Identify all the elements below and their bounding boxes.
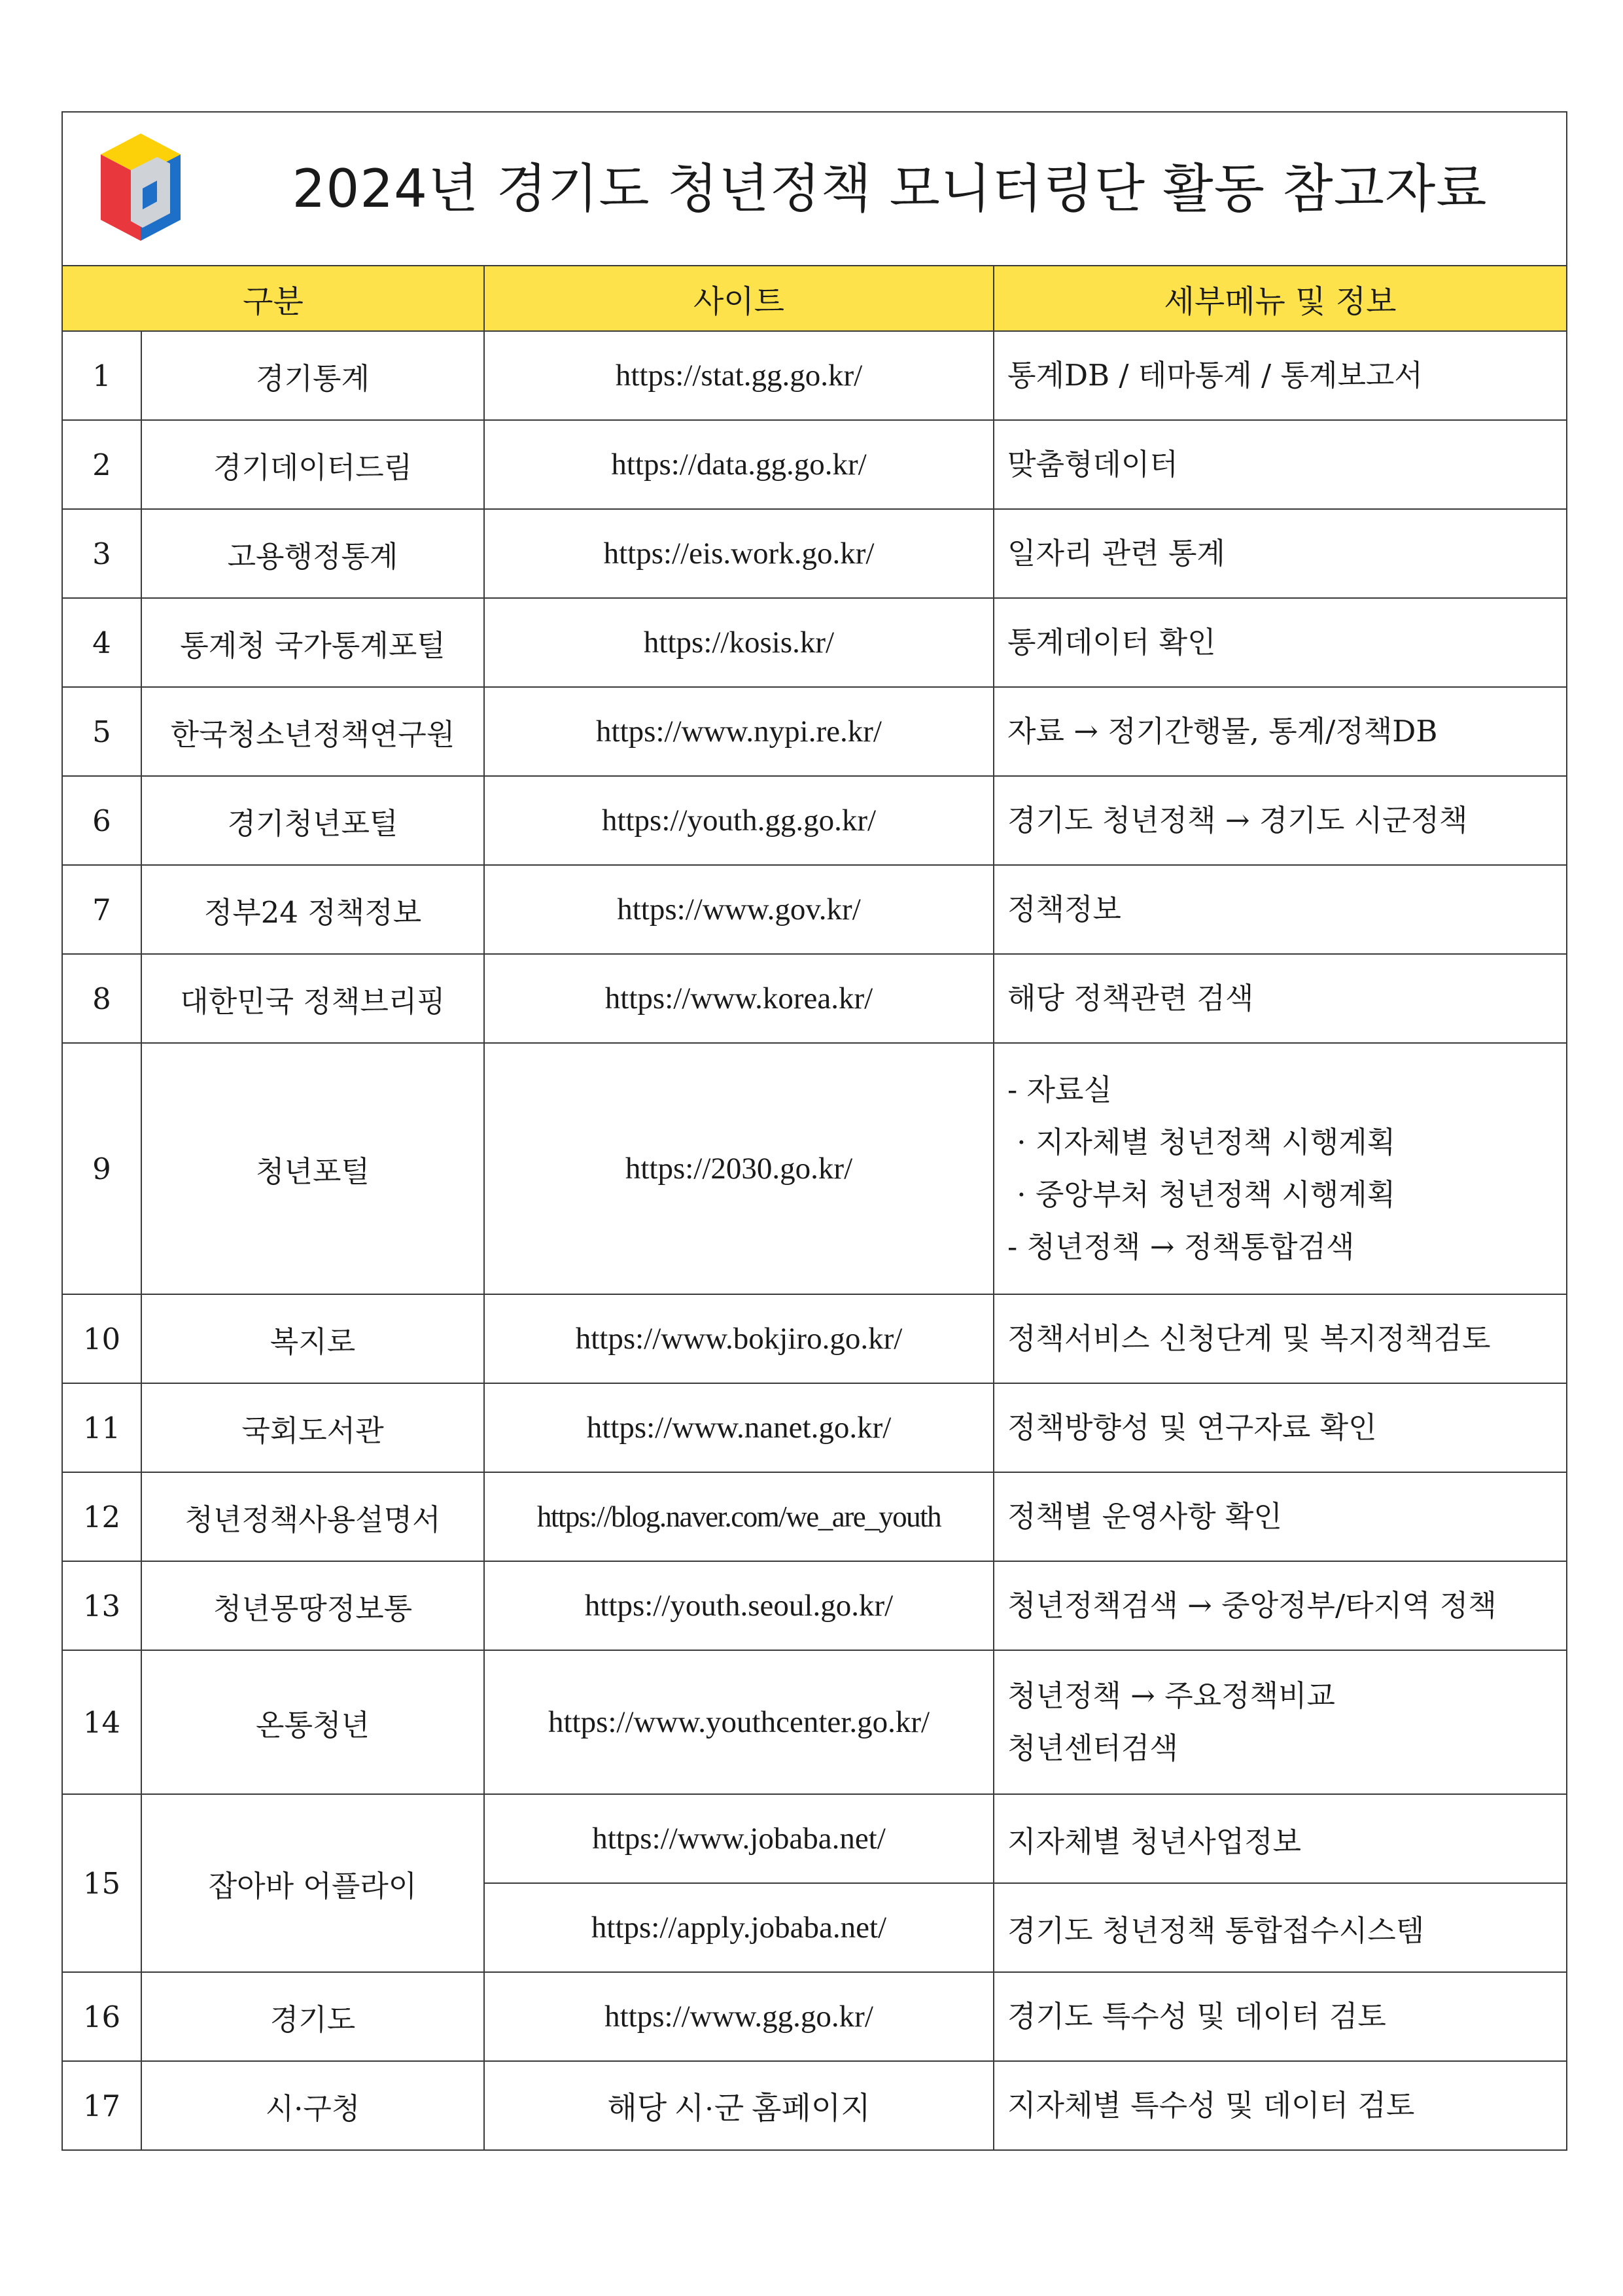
info-line: - 청년정책 → 정책통합검색 [1007, 1229, 1355, 1264]
row-name: 고용행정통계 [141, 509, 484, 598]
site-text: 해당 시·군 홈페이지 [484, 2061, 994, 2150]
row-name: 온통청년 [141, 1650, 484, 1794]
row-number: 7 [62, 865, 141, 954]
site-link[interactable]: https://www.youthcenter.go.kr/ [484, 1650, 994, 1794]
site-link[interactable]: https://apply.jobaba.net/ [484, 1883, 994, 1972]
row-number: 12 [62, 1472, 141, 1561]
table-row [62, 2061, 1567, 2150]
table-row [62, 509, 1567, 598]
header-site: 사이트 [484, 266, 994, 331]
header-category: 구분 [62, 266, 484, 331]
row-info [994, 1383, 1567, 1472]
reference-table [61, 111, 1567, 2151]
info-line: 정책서비스 신청단계 및 복지정책검토 [1007, 1321, 1491, 1356]
info-line: 청년정책검색 → 중앙정부/타지역 정책 [1007, 1588, 1497, 1623]
row-number: 9 [62, 1043, 141, 1294]
page-title: 2024년 경기도 청년정책 모니터링단 활동 참고자료 [292, 158, 1488, 219]
row-number: 3 [62, 509, 141, 598]
info-line: 정책방향성 및 연구자료 확인 [1007, 1410, 1377, 1445]
info-line: 해당 정책관련 검색 [1007, 981, 1254, 1016]
site-link[interactable]: https://eis.work.go.kr/ [484, 509, 994, 598]
table-row [62, 954, 1567, 1043]
row-number: 17 [62, 2061, 141, 2150]
table-row [62, 1561, 1567, 1650]
row-info [994, 1561, 1567, 1650]
site-link[interactable]: https://www.nypi.re.kr/ [484, 687, 994, 776]
site-link[interactable]: https://www.nanet.go.kr/ [484, 1383, 994, 1472]
row-info [994, 954, 1567, 1043]
row-number: 4 [62, 598, 141, 687]
site-link[interactable]: https://youth.seoul.go.kr/ [484, 1561, 994, 1650]
row-number: 2 [62, 420, 141, 509]
row-name: 통계청 국가통계포털 [141, 598, 484, 687]
site-link[interactable]: https://2030.go.kr/ [484, 1043, 994, 1294]
table-row [62, 776, 1567, 865]
info-line: 자료 → 정기간행물, 통계/정책DB [1007, 714, 1438, 749]
row-info: 경기도 청년정책 통합접수시스템 [994, 1883, 1567, 1972]
row-name: 청년정책사용설명서 [141, 1472, 484, 1561]
table-row [62, 420, 1567, 509]
header-detail: 세부메뉴 및 정보 [994, 266, 1567, 331]
row-number: 8 [62, 954, 141, 1043]
site-link[interactable]: https://www.bokjiro.go.kr/ [484, 1294, 994, 1383]
row-name: 경기청년포털 [141, 776, 484, 865]
table-row [62, 687, 1567, 776]
table-row [62, 598, 1567, 687]
table-row [62, 331, 1567, 420]
table-row [62, 1794, 1567, 1883]
row-number: 13 [62, 1561, 141, 1650]
info-line: 정책정보 [1007, 892, 1121, 927]
site-link[interactable]: https://kosis.kr/ [484, 598, 994, 687]
info-line: 일자리 관련 통계 [1007, 536, 1225, 571]
table-row [62, 1294, 1567, 1383]
row-info [994, 687, 1567, 776]
row-name: 잡아바 어플라이 [141, 1794, 484, 1972]
row-info [994, 2061, 1567, 2150]
row-info [994, 1650, 1567, 1794]
table-row [62, 1650, 1567, 1794]
row-info [994, 1294, 1567, 1383]
site-link[interactable]: https://www.gov.kr/ [484, 865, 994, 954]
row-info [994, 1043, 1567, 1294]
row-info [994, 331, 1567, 420]
info-line: 정책별 운영사항 확인 [1007, 1499, 1282, 1534]
row-name: 한국청소년정책연구원 [141, 687, 484, 776]
table-row [62, 1383, 1567, 1472]
row-info: 지자체별 청년사업정보 [994, 1794, 1567, 1883]
row-info [994, 776, 1567, 865]
row-info [994, 865, 1567, 954]
info-line: 청년센터검색 [1007, 1731, 1178, 1765]
row-name: 경기통계 [141, 331, 484, 420]
row-info [994, 1472, 1567, 1561]
row-info [994, 598, 1567, 687]
info-line: 경기도 청년정책 → 경기도 시군정책 [1007, 803, 1468, 838]
site-link[interactable]: https://data.gg.go.kr/ [484, 420, 994, 509]
row-number: 15 [62, 1794, 141, 1972]
table-row [62, 865, 1567, 954]
row-name: 정부24 정책정보 [141, 865, 484, 954]
info-line: 청년정책 → 주요정책비교 [1007, 1678, 1336, 1713]
row-number: 11 [62, 1383, 141, 1472]
row-name: 경기데이터드림 [141, 420, 484, 509]
info-line: 지자체별 특수성 및 데이터 검토 [1007, 2088, 1415, 2123]
row-number: 16 [62, 1972, 141, 2061]
title-cell [62, 112, 1567, 266]
info-line: 경기도 특수성 및 데이터 검토 [1007, 1999, 1386, 2034]
row-info [994, 509, 1567, 598]
site-link[interactable]: https://stat.gg.go.kr/ [484, 331, 994, 420]
row-name: 대한민국 정책브리핑 [141, 954, 484, 1043]
info-line: 통계DB / 테마통계 / 통계보고서 [1007, 358, 1423, 393]
row-name: 청년몽땅정보통 [141, 1561, 484, 1650]
site-link[interactable]: https://youth.gg.go.kr/ [484, 776, 994, 865]
row-name: 청년포털 [141, 1043, 484, 1294]
row-name: 복지로 [141, 1294, 484, 1383]
row-number: 10 [62, 1294, 141, 1383]
row-name: 시·구청 [141, 2061, 484, 2150]
table-row [62, 1043, 1567, 1294]
site-link[interactable]: https://www.gg.go.kr/ [484, 1972, 994, 2061]
row-number: 5 [62, 687, 141, 776]
info-line: - 자료실 [1007, 1072, 1112, 1107]
table-row [62, 1972, 1567, 2061]
row-name: 국회도서관 [141, 1383, 484, 1472]
site-link[interactable]: https://www.jobaba.net/ [484, 1794, 994, 1883]
row-number: 14 [62, 1650, 141, 1794]
row-info [994, 420, 1567, 509]
document [61, 111, 1566, 2151]
gyeonggi-logo-icon [92, 130, 190, 244]
row-info [994, 1972, 1567, 2061]
site-link[interactable]: https://www.korea.kr/ [484, 954, 994, 1043]
row-number: 1 [62, 331, 141, 420]
table-row [62, 1472, 1567, 1561]
row-number: 6 [62, 776, 141, 865]
row-name: 경기도 [141, 1972, 484, 2061]
info-line: 맞춤형데이터 [1007, 447, 1178, 482]
info-line: · 지자체별 청년정책 시행계획 [1007, 1125, 1396, 1159]
site-link[interactable]: https://blog.naver.com/we_are_youth [484, 1472, 994, 1561]
info-line: · 중앙부처 청년정책 시행계획 [1007, 1177, 1396, 1212]
info-line: 통계데이터 확인 [1007, 625, 1216, 660]
